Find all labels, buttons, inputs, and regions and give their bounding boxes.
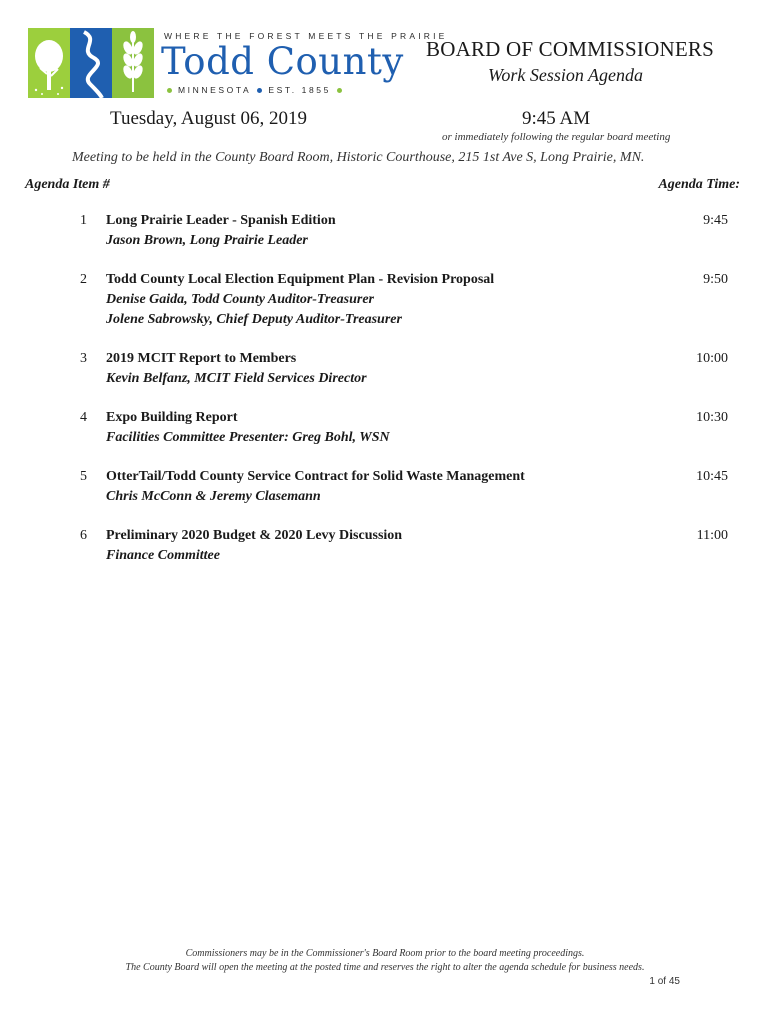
item-presenters — [106, 292, 402, 332]
board-title: BOARD OF COMMISSIONERS — [426, 37, 714, 61]
agenda-item — [0, 272, 770, 351]
logo-name: Todd County — [161, 40, 404, 83]
item-title: Long Prairie Leader - Spanish Edition — [106, 213, 336, 228]
bullet-dot — [337, 88, 342, 93]
item-number: 5 — [80, 469, 87, 484]
presenter: Jolene Sabrowsky, Chief Deputy Auditor-Treasurer — [106, 312, 402, 327]
logo-tagline: WHERE THE FOREST MEETS THE PRAIRIE — [164, 31, 448, 41]
item-number: 6 — [80, 528, 87, 543]
item-title: Expo Building Report — [106, 410, 238, 425]
item-presenters — [106, 430, 390, 450]
item-number: 3 — [80, 351, 87, 366]
meeting-location: Meeting to be held in the County Board Room, Historic Courthouse, 215 1st Ave S, Long Prairie, MN. — [72, 150, 645, 165]
item-title: 2019 MCIT Report to Members — [106, 351, 297, 366]
presenter: Finance Committee — [106, 548, 220, 563]
item-time: 11:00 — [696, 528, 728, 543]
item-presenters — [106, 548, 220, 568]
item-title: Todd County Local Election Equipment Plan - Revision Proposal — [106, 272, 495, 287]
todd-county-logo — [28, 28, 448, 100]
presenter: Facilities Committee Presenter: Greg Bohl, WSN — [106, 430, 390, 445]
footer-notes — [0, 948, 770, 976]
agenda-item — [0, 528, 770, 587]
meeting-date: Tuesday, August 06, 2019 — [110, 108, 308, 129]
agenda-list — [0, 213, 770, 587]
item-title: Preliminary 2020 Budget & 2020 Levy Discussion — [106, 528, 403, 543]
wheat-icon — [112, 28, 154, 98]
footer-line: Commissioners may be in the Commissioner's Board Room prior to the board meeting proceedings. — [185, 948, 585, 959]
tree-icon — [28, 28, 70, 98]
item-time: 10:00 — [696, 351, 728, 366]
logo-subline — [167, 85, 342, 95]
bullet-dot — [257, 88, 262, 93]
agenda-item — [0, 410, 770, 469]
bullet-dot — [167, 88, 172, 93]
item-number: 4 — [80, 410, 87, 425]
agenda-item — [0, 469, 770, 528]
logo-state: MINNESOTA — [178, 85, 252, 95]
logo-established: EST. 1855 — [268, 85, 331, 95]
item-presenters — [106, 371, 367, 391]
item-presenters — [106, 233, 308, 253]
footer-line: The County Board will open the meeting at the posted time and reserves the right to alter the agenda schedule for business needs. — [125, 962, 645, 973]
presenter: Chris McConn & Jeremy Clasemann — [106, 489, 321, 504]
item-time: 9:50 — [703, 272, 728, 287]
time-note: or immediately following the regular board meeting — [442, 131, 671, 143]
presenter: Kevin Belfanz, MCIT Field Services Director — [106, 371, 367, 386]
agenda-time-column-header: Agenda Time: — [658, 177, 740, 192]
item-number: 2 — [80, 272, 87, 287]
item-number: 1 — [80, 213, 87, 228]
agenda-item-column-header: Agenda Item # — [25, 177, 110, 192]
meeting-time: 9:45 AM — [522, 108, 591, 129]
agenda-item — [0, 351, 770, 410]
session-title: Work Session Agenda — [488, 65, 643, 85]
presenter: Jason Brown, Long Prairie Leader — [106, 233, 308, 248]
logo-emblem — [28, 28, 154, 98]
item-title: OtterTail/Todd County Service Contract for Solid Waste Management — [106, 469, 525, 484]
item-presenters — [106, 489, 321, 509]
river-icon — [70, 28, 112, 98]
item-time: 10:45 — [696, 469, 728, 484]
item-time: 9:45 — [703, 213, 728, 228]
item-time: 10:30 — [696, 410, 728, 425]
presenter: Denise Gaida, Todd County Auditor-Treasurer — [106, 292, 374, 307]
agenda-item — [0, 213, 770, 272]
page-number: 1 of 45 — [649, 976, 680, 987]
